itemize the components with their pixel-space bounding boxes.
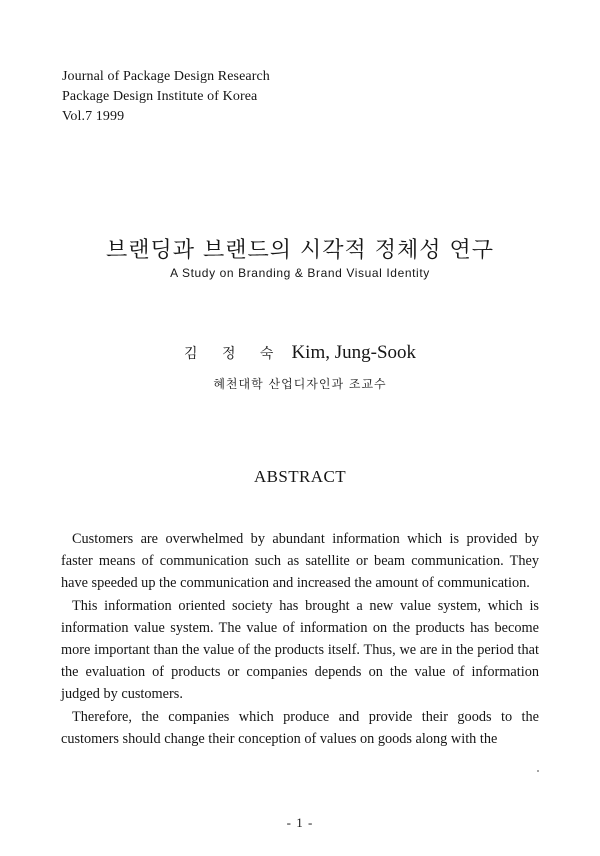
paper-title-korean: 브랜딩과 브랜드의 시각적 정체성 연구 [105,238,494,263]
abstract-paragraph-1: Customers are overwhelmed by abundant information which is provided by faster means of communication such as satellite or beam communication. They have speeded up the communication and increased the amount of communication. [61,531,539,592]
journal-info [62,67,270,127]
paper-title-english: A Study on Branding & Brand Visual Identity [170,266,430,280]
author-name-english: Kim, Jung-Sook [291,342,417,363]
journal-publisher: Package Design Institute of Korea [62,89,258,104]
abstract-body [61,528,539,750]
scan-speck [537,770,539,772]
page-number: - 1 - [286,815,314,830]
author-name-korean: 김 정 숙 [183,346,284,362]
abstract-heading: ABSTRACT [254,467,346,486]
author-line [0,342,600,364]
journal-name: Journal of Package Design Research [62,69,270,84]
journal-volume: Vol.7 1999 [62,109,125,124]
abstract-paragraph-2: This information oriented society has brought a new value system, which is information value system. The value of information on the products has become more important than the value of the products itself. Thus, we are in the period that the evaluation of products or companies depends on the value of information judged by customers. [61,597,539,703]
author-affiliation: 혜천대학 산업디자인과 조교수 [213,377,387,391]
abstract-paragraph-3: Therefore, the companies which produce and provide their goods to the customers should change their conception of values on goods along with the [61,708,539,747]
